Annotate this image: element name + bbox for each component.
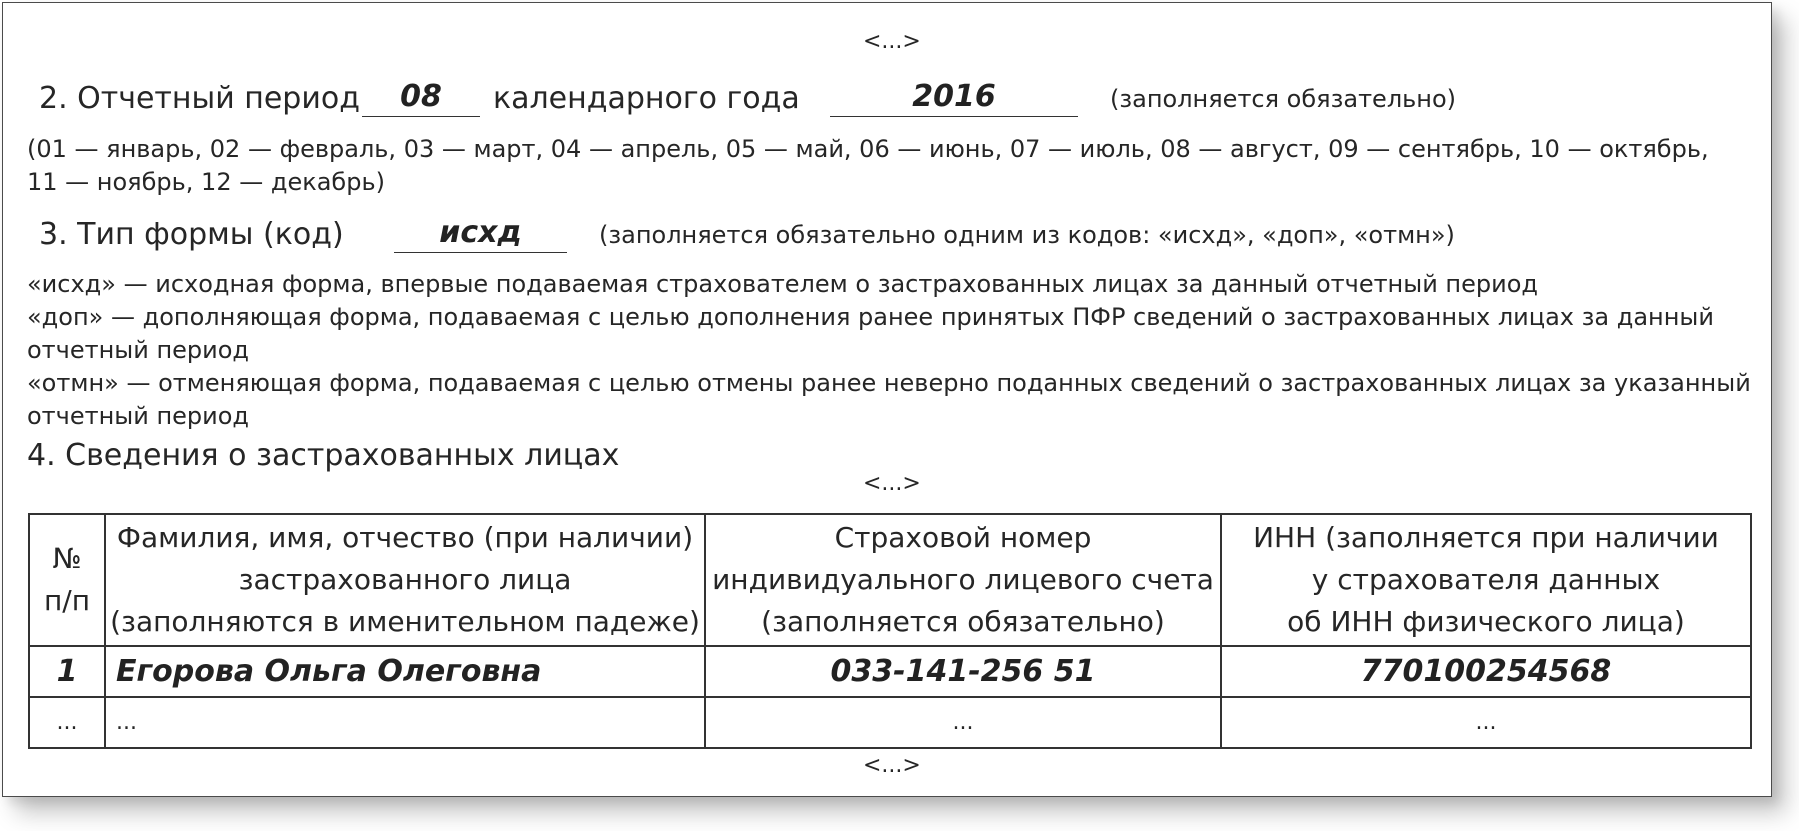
form-type-note: (заполняется обязательно одним из кодов: «исхд», «доп», «отмн») (599, 221, 1455, 249)
row-snils: ... (705, 697, 1221, 748)
header-snils-line-2: индивидуального лицевого счета (712, 563, 1214, 596)
header-name-line-1: Фамилия, имя, отчество (при наличии) (116, 521, 694, 554)
header-snils (705, 514, 1221, 646)
header-num-line-1: № (52, 542, 82, 575)
row-num: 1 (29, 646, 105, 697)
form-type-desc-supplement-1: «доп» — дополняющая форма, подаваемая с целью дополнения ранее принятых ПФР сведений о застрахованных лицах за данный (27, 303, 1714, 331)
header-inn (1221, 514, 1751, 646)
form-type-field: исхд (394, 214, 567, 253)
form-excerpt (2, 2, 1772, 797)
period-required-note: (заполняется обязательно) (1110, 85, 1457, 113)
ellipsis-top: <...> (863, 29, 921, 54)
header-inn-line-1: ИНН (заполняется при наличии (1253, 521, 1719, 554)
header-inn-line-2: у страхователя данных (1311, 563, 1661, 596)
period-year-field: 2016 (830, 78, 1078, 117)
insured-heading: 4. Сведения о застрахованных лицах (27, 438, 620, 473)
header-num-line-2: п/п (43, 584, 91, 617)
insured-persons-table (28, 513, 1752, 749)
period-middle-label: календарного года (493, 81, 800, 116)
row-name: Егорова Ольга Олеговна (105, 646, 705, 697)
header-snils-line-3: (заполняется обязательно) (761, 605, 1165, 638)
header-inn-line-3: об ИНН физического лица) (1287, 605, 1685, 638)
ellipsis-mid: <...> (863, 471, 921, 496)
period-month-field: 08 (362, 78, 480, 117)
months-legend-line-2: 11 — ноябрь, 12 — декабрь) (27, 168, 385, 196)
table-header-row (29, 514, 1751, 646)
table-row (29, 646, 1751, 697)
header-num (29, 514, 105, 646)
header-name-line-2: застрахованного лица (238, 563, 572, 596)
row-num: ... (29, 697, 105, 748)
period-label: 2. Отчетный период (39, 81, 360, 116)
table-row (29, 697, 1751, 748)
row-inn: ... (1221, 697, 1751, 748)
form-type-desc-cancel-2: отчетный период (27, 402, 250, 430)
row-name: ... (105, 697, 705, 748)
form-type-desc-supplement-2: отчетный период (27, 336, 250, 364)
row-inn: 770100254568 (1221, 646, 1751, 697)
months-legend-line-1: (01 — январь, 02 — февраль, 03 — март, 04 — апрель, 05 — май, 06 — июнь, 07 — июль, 08 — август, 09 — сентябрь, 10 — октябрь, (27, 135, 1709, 163)
form-type-desc-initial: «исхд» — исходная форма, впервые подаваемая страхователем о застрахованных лицах за данный отчетный период (27, 270, 1538, 298)
form-type-desc-cancel-1: «отмн» — отменяющая форма, подаваемая с целью отмены ранее неверно поданных сведений о застрахованных лицах за указанный (27, 369, 1751, 397)
form-type-label: 3. Тип формы (код) (39, 217, 344, 252)
header-name-line-3: (заполняются в именительном падеже) (110, 605, 700, 638)
ellipsis-bottom: <...> (863, 753, 921, 778)
header-snils-line-1: Страховой номер (834, 521, 1092, 554)
header-name (105, 514, 705, 646)
row-snils: 033-141-256 51 (705, 646, 1221, 697)
